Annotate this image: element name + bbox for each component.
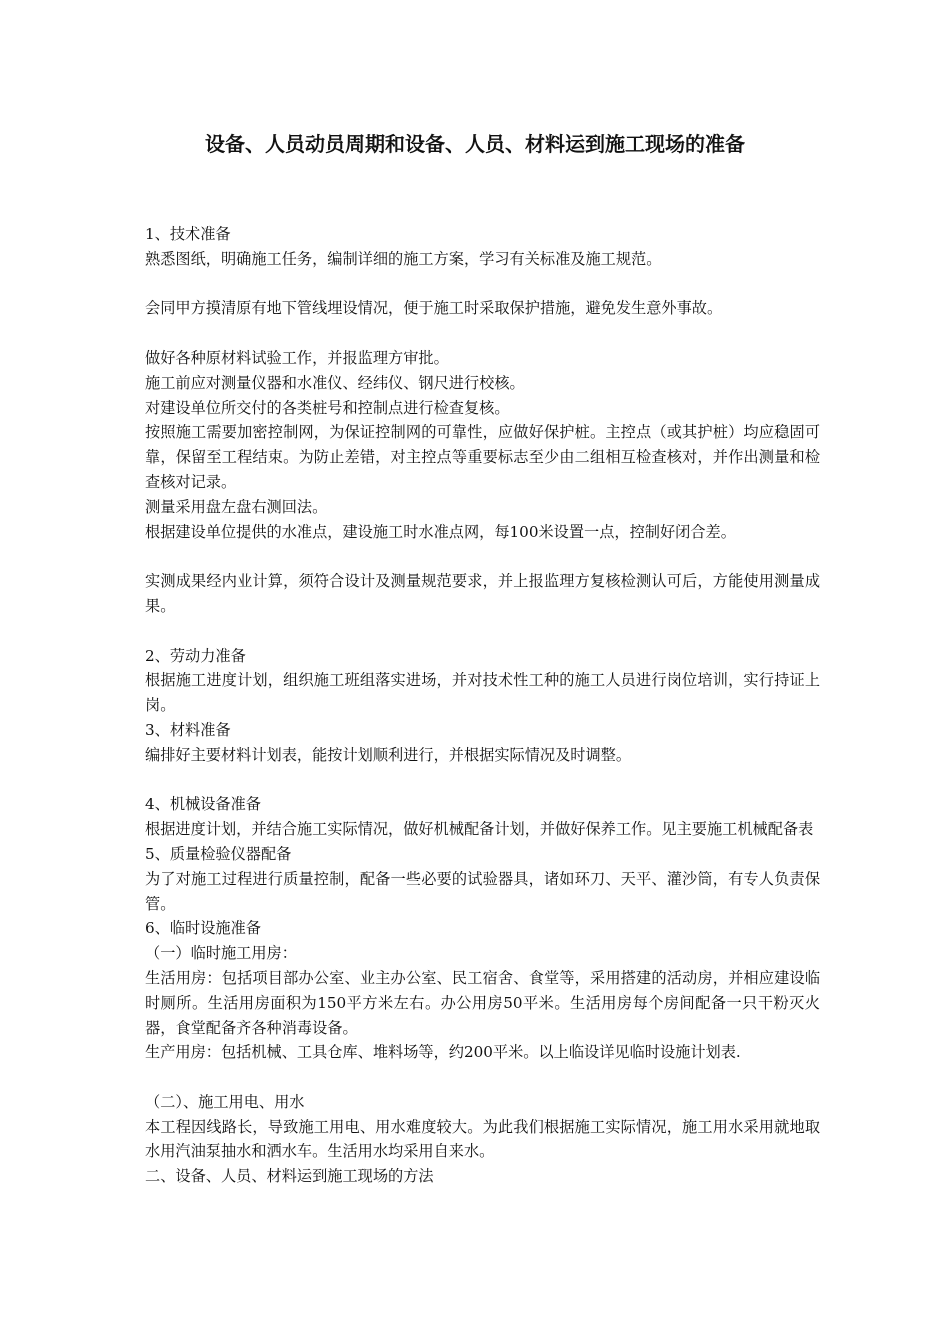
paragraph: 熟悉图纸，明确施工任务，编制详细的施工方案，学习有关标准及施工规范。 — [145, 249, 662, 268]
paragraph: 根据进度计划，并结合施工实际情况，做好机械配备计划，并做好保养工作。见主要施工机械配备表 — [145, 820, 814, 839]
paragraph: 会同甲方摸清原有地下管线埋设情况，便于施工时采取保护措施，避免发生意外事故。 — [145, 299, 723, 318]
subsection-heading: （二）、施工用电、用水 — [145, 1092, 305, 1111]
section-heading: 6、临时设施准备 — [145, 919, 261, 938]
section-heading: 5、质量检验仪器配备 — [145, 844, 292, 863]
blank-line — [145, 544, 820, 569]
blank-line — [145, 272, 820, 297]
paragraph: 对建设单位所交付的各类桩号和控制点进行检查复核。 — [145, 398, 510, 417]
paragraph: 生产用房：包括机械、工具仓库、堆料场等，约200平米。以上临设详见临时设施计划表. — [145, 1043, 741, 1062]
paragraph: 本工程因线路长，导致施工用电、用水难度较大。为此我们根据施工实际情况，施工用水采用就地取水用汽油泵抽水和洒水车。生活用水均采用自来水。 — [145, 1117, 820, 1161]
section-heading: 二、设备、人员、材料运到施工现场的方法 — [145, 1167, 434, 1186]
paragraph: 编排好主要材料计划表，能按计划顺利进行，并根据实际情况及时调整。 — [145, 745, 631, 764]
section-heading: 3、材料准备 — [145, 720, 231, 739]
paragraph: 做好各种原材料试验工作，并报监理方审批。 — [145, 348, 449, 367]
paragraph: 为了对施工过程进行质量控制，配备一些必要的试验器具，诸如环刀、天平、灌沙筒，有专人负责保管。 — [145, 869, 820, 913]
paragraph: 测量采用盘左盘右测回法。 — [145, 497, 328, 516]
paragraph: 根据施工进度计划，组织施工班组落实进场，并对技术性工种的施工人员进行岗位培训，实行持证上岗。 — [145, 671, 820, 715]
document-body — [145, 222, 820, 1189]
subsection-heading: （一）临时施工用房： — [145, 944, 297, 963]
paragraph: 根据建设单位提供的水准点，建设施工时水准点网，每100米设置一点，控制好闭合差。 — [145, 522, 736, 541]
paragraph: 实测成果经内业计算，须符合设计及测量规范要求，并上报监理方复核检测认可后，方能使用测量成果。 — [145, 572, 820, 615]
document-title: 设备、人员动员周期和设备、人员、材料运到施工现场的准备 — [205, 132, 745, 156]
blank-line — [145, 321, 820, 346]
paragraph: 施工前应对测量仪器和水准仪、经纬仪、钢尺进行校核。 — [145, 373, 525, 392]
paragraph: 按照施工需要加密控制网，为保证控制网的可靠性，应做好保护桩。主控点（或其护桩）均应稳固可靠，保留至工程结束。为防止差错，对主控点等重要标志至少由二组相互检查核对，并作出测量和检查核对记录。 — [145, 423, 820, 491]
paragraph: 生活用房：包括项目部办公室、业主办公室、民工宿舍、食堂等，采用搭建的活动房，并相应建设临时厕所。生活用房面积为150平方米左右。办公用房50平米。生活用房每个房间配备一只干粉灭火器，食堂配备齐各种消毒设备。 — [145, 968, 820, 1037]
section-heading: 1、技术准备 — [145, 225, 231, 243]
blank-line — [145, 619, 820, 644]
section-heading: 4、机械设备准备 — [145, 795, 261, 814]
blank-line — [145, 768, 820, 793]
blank-line — [145, 1065, 820, 1090]
section-heading: 2、劳动力准备 — [145, 646, 246, 665]
